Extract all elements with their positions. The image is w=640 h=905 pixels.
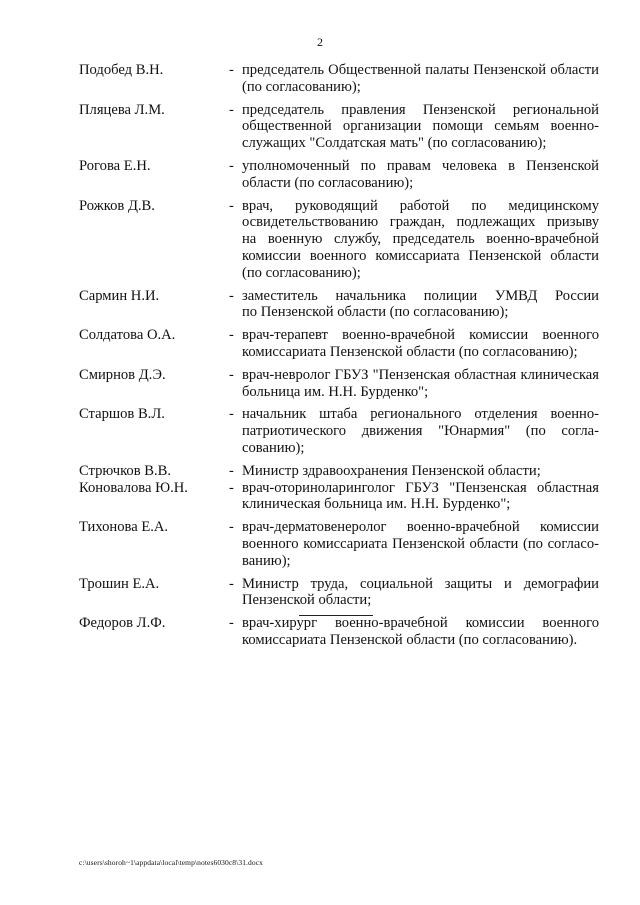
member-name: Коновалова Ю.Н. [79,479,188,496]
member-role-description [242,406,599,456]
entry-dash: - [229,615,234,632]
entry-dash: - [229,101,234,118]
member-name: Сармин Н.И. [79,287,160,304]
member-entry [79,406,599,456]
role-text-line: сованию); [242,439,305,456]
member-role-description [242,480,599,514]
member-name: Подобед В.Н. [79,62,164,78]
member-role-description [242,102,599,152]
member-role-description [242,62,599,96]
member-role-description [242,463,599,480]
entry-dash: - [229,366,234,383]
role-text-line: уполномоченный по правам человека в Пензенской [242,157,599,174]
role-text-line: служащих "Солдатская мать" (по согласованию); [242,135,547,152]
entry-dash: - [229,406,234,423]
role-text-line: заместитель начальника полиции УМВД России [242,287,599,304]
member-name: Солдатова О.А. [79,327,176,344]
member-entry [79,288,599,322]
role-text-line: Министр труда, социальной защиты и демографии [242,575,599,592]
member-role-description [242,576,599,610]
role-text-line: начальник штаба регионального отделения военно- [242,406,599,423]
role-text-line: ванию); [242,552,291,569]
member-name: Трошин Е.А. [79,575,160,592]
end-of-list-rule [299,615,373,616]
role-text-line: области (по согласованию); [242,174,414,191]
member-role-description [242,158,599,192]
entry-dash: - [229,197,234,214]
role-text-line: председатель правления Пензенской региональной [242,101,599,118]
member-entry [79,198,599,282]
member-entry [79,480,599,514]
document-file-path: c:\users\shoroh~1\appdata\local\temp\notes6030c8\31.docx [79,858,263,867]
role-text-line: общественной организации помощи семьям военно- [242,118,599,135]
role-text-line: председатель Общественной палаты Пензенской области [242,62,599,78]
member-name: Старшов В.Л. [79,406,165,423]
member-entry [79,327,599,361]
member-name: Тихонова Е.А. [79,519,169,536]
role-text-line: клиническая больница им. Н.Н. Бурденко"; [242,496,511,513]
member-entry [79,576,599,610]
entry-dash: - [229,479,234,496]
member-entry [79,519,599,569]
member-name: Стрючков В.В. [79,462,172,479]
role-text-line: комиссариата Пензенской области (по согласованию). [242,631,578,648]
member-entry [79,463,599,480]
entry-dash: - [229,462,234,479]
role-text-line: врач-терапевт военно-врачебной комиссии военного [242,327,599,344]
member-name: Федоров Л.Ф. [79,615,166,632]
role-text-line: (по согласованию); [242,264,361,281]
role-text-line: (по согласованию); [242,78,361,95]
member-role-description [242,198,599,282]
member-entry [79,62,599,96]
role-text-line: комиссии военного комиссариата Пензенской области [242,247,599,264]
member-role-description [242,519,599,569]
member-role-description [242,615,599,649]
role-text-line: врач-дерматовенеролог военно-врачебной комиссии [242,519,599,536]
role-text-line: военного комиссариата Пензенской области (по согласо- [242,535,599,552]
commission-member-list [79,62,599,655]
entry-dash: - [229,327,234,344]
role-text-line: освидетельствованию граждан, подлежащих призыву [242,214,599,231]
role-text-line: врач, руководящий работой по медицинскому [242,197,599,214]
role-text-line: Пензенской области; [242,592,372,609]
role-text-line: врач-хирург военно-врачебной комиссии военного [242,615,599,632]
member-role-description [242,367,599,401]
member-name: Рожков Д.В. [79,197,155,214]
entry-dash: - [229,519,234,536]
role-text-line: врач-невролог ГБУЗ "Пензенская областная клиническая [242,366,599,383]
member-entry [79,158,599,192]
role-text-line: врач-оториноларинголог ГБУЗ "Пензенская областная [242,479,599,496]
entry-dash: - [229,62,234,78]
entry-dash: - [229,157,234,174]
entry-dash: - [229,287,234,304]
member-entry [79,102,599,152]
role-text-line: по Пензенской области (по согласованию); [242,304,509,321]
member-entry [79,615,599,649]
page-number: 2 [317,35,323,49]
role-text-line: комиссариата Пензенской области (по согласованию); [242,343,578,360]
role-text-line: патриотического движения "Юнармия" (по согла- [242,423,599,440]
role-text-line: на военную службу, председатель военно-врачебной [242,231,599,248]
entry-dash: - [229,575,234,592]
member-role-description [242,288,599,322]
member-name: Смирнов Д.Э. [79,366,166,383]
member-entry [79,367,599,401]
member-name: Пляцева Л.М. [79,101,165,118]
member-role-description [242,327,599,361]
member-name: Рогова Е.Н. [79,157,151,174]
role-text-line: больница им. Н.Н. Бурденко"; [242,383,429,400]
role-text-line: Министр здравоохранения Пензенской области; [242,462,541,479]
